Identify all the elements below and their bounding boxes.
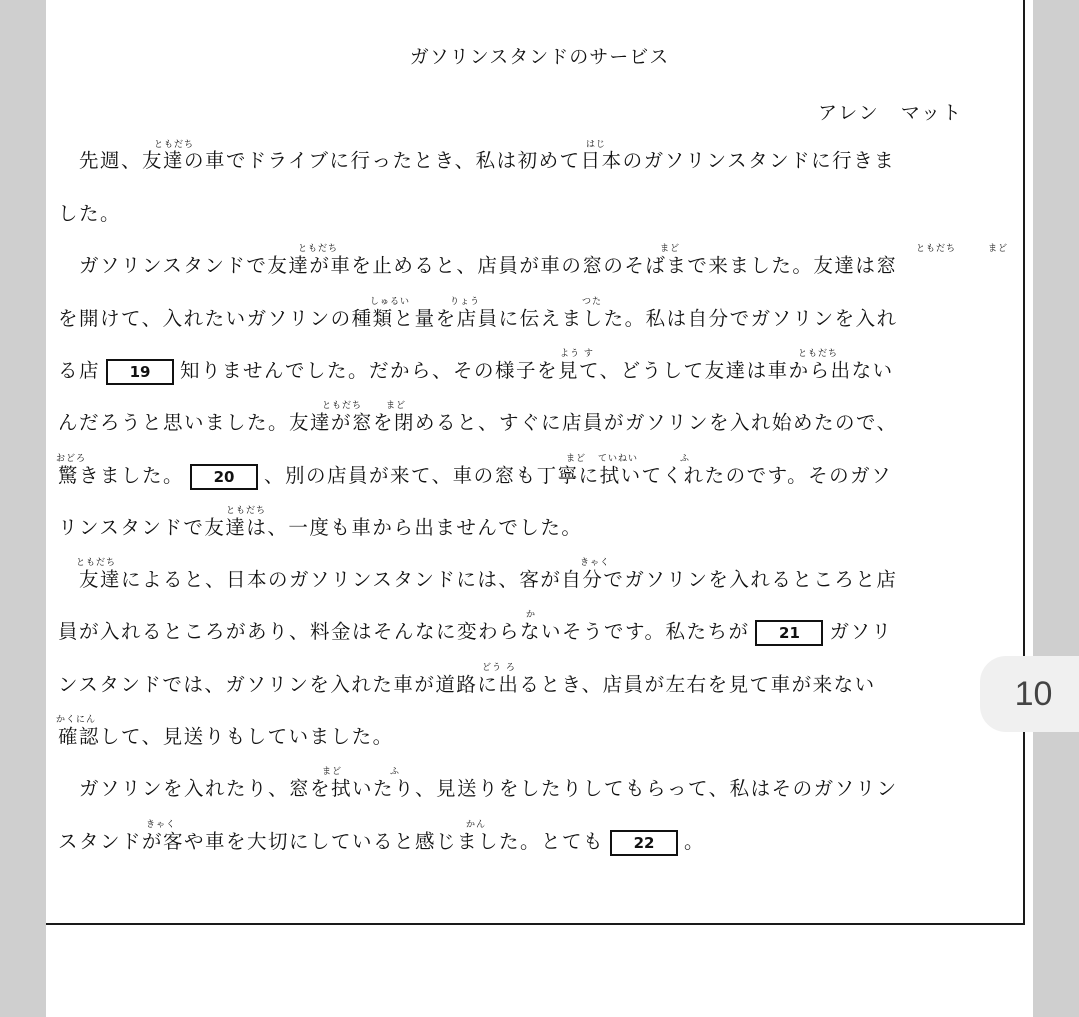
- body-line: を開けて、入れたいガソリンの種類と量を店員に伝えました。私は自分でガソリンを入れ: [58, 307, 898, 330]
- ruby: ていねい: [598, 454, 639, 464]
- ruby: よう す: [560, 349, 594, 359]
- ruby: しゅるい: [370, 297, 411, 307]
- ruby: かくにん: [56, 715, 97, 725]
- body-line: [58, 356, 894, 386]
- ruby: まど: [386, 401, 407, 411]
- body-line: した。: [58, 202, 122, 225]
- ruby: りょう: [450, 297, 481, 307]
- line-text: る店: [58, 359, 101, 382]
- body-line: 先週、友達の車でドライブに行ったとき、私は初めて日本のガソリンスタンドに行きま: [58, 149, 896, 172]
- ruby: ともだち: [916, 244, 957, 254]
- ruby: まど: [322, 767, 343, 777]
- ruby: かん: [466, 820, 487, 830]
- document-page: [46, 0, 1033, 1017]
- line-text: 。: [684, 830, 706, 853]
- ruby: つた: [582, 297, 603, 307]
- ruby: おどろ: [56, 454, 87, 464]
- ruby: ともだち: [798, 349, 839, 359]
- page-number-indicator[interactable]: [980, 656, 1079, 732]
- ruby: まど: [566, 454, 587, 464]
- page-number: 10: [1014, 674, 1053, 713]
- ruby: きゃく: [146, 820, 177, 830]
- ruby: きゃく: [580, 558, 611, 568]
- ruby: ふ: [680, 454, 691, 464]
- document-title: ガソリンスタンドのサービス: [409, 46, 670, 68]
- ruby: はじ: [586, 140, 607, 150]
- line-text: 驚きました。: [58, 464, 185, 487]
- viewer-background-left: [0, 0, 46, 1017]
- line-text: ガソリ: [829, 620, 893, 643]
- ruby: ともだち: [226, 506, 267, 516]
- line-text: 員が入れるところがあり、料金はそんなに変わらないそうです。私たちが: [58, 620, 750, 643]
- viewer-background-right: [1033, 0, 1079, 1017]
- ruby: まど: [660, 244, 681, 254]
- body-line: ンスタンドでは、ガソリンを入れた車が道路に出るとき、店員が左右を見て車が来ない: [58, 673, 876, 696]
- ruby: ともだち: [322, 401, 363, 411]
- body-line: 友達によると、日本のガソリンスタンドには、客が自分でガソリンを入れるところと店: [58, 568, 898, 591]
- body-line: [58, 617, 892, 647]
- line-text: 、別の店員が来て、車の窓も丁寧に拭いてくれたのです。そのガソ: [264, 464, 893, 487]
- line-text: スタンドが客や車を大切にしていると感じました。とても: [58, 830, 605, 853]
- body-line: ガソリンを入れたり、窓を拭いたり、見送りをしたりしてもらって、私はそのガソリン: [58, 777, 898, 800]
- ruby: どう ろ: [482, 663, 516, 673]
- body-line: 確認して、見送りもしていました。: [58, 725, 394, 748]
- line-text: 知りませんでした。だから、その様子を見て、どうして友達は車から出ない: [180, 359, 894, 382]
- blank-box-22: 22: [610, 830, 678, 856]
- body-line: [58, 461, 892, 491]
- blank-box-20: 20: [190, 464, 258, 490]
- blank-box-19: 19: [106, 359, 174, 385]
- blank-box-21: 21: [755, 620, 823, 646]
- ruby: まど: [988, 244, 1009, 254]
- body-line: リンスタンドで友達は、一度も車から出ませんでした。: [58, 516, 583, 539]
- body-line: んだろうと思いました。友達が窓を閉めると、すぐに店員がガソリンを入れ始めたので、: [58, 411, 898, 434]
- body-line: ガソリンスタンドで友達が車を止めると、店員が車の窓のそばまで来ました。友達は窓: [58, 254, 898, 277]
- ruby: ともだち: [298, 244, 339, 254]
- body-line: [58, 827, 705, 857]
- author-name: アレン マット: [817, 102, 963, 124]
- ruby: ともだち: [154, 140, 195, 150]
- ruby: ふ: [390, 767, 401, 777]
- ruby: か: [526, 610, 537, 620]
- ruby: ともだち: [76, 558, 117, 568]
